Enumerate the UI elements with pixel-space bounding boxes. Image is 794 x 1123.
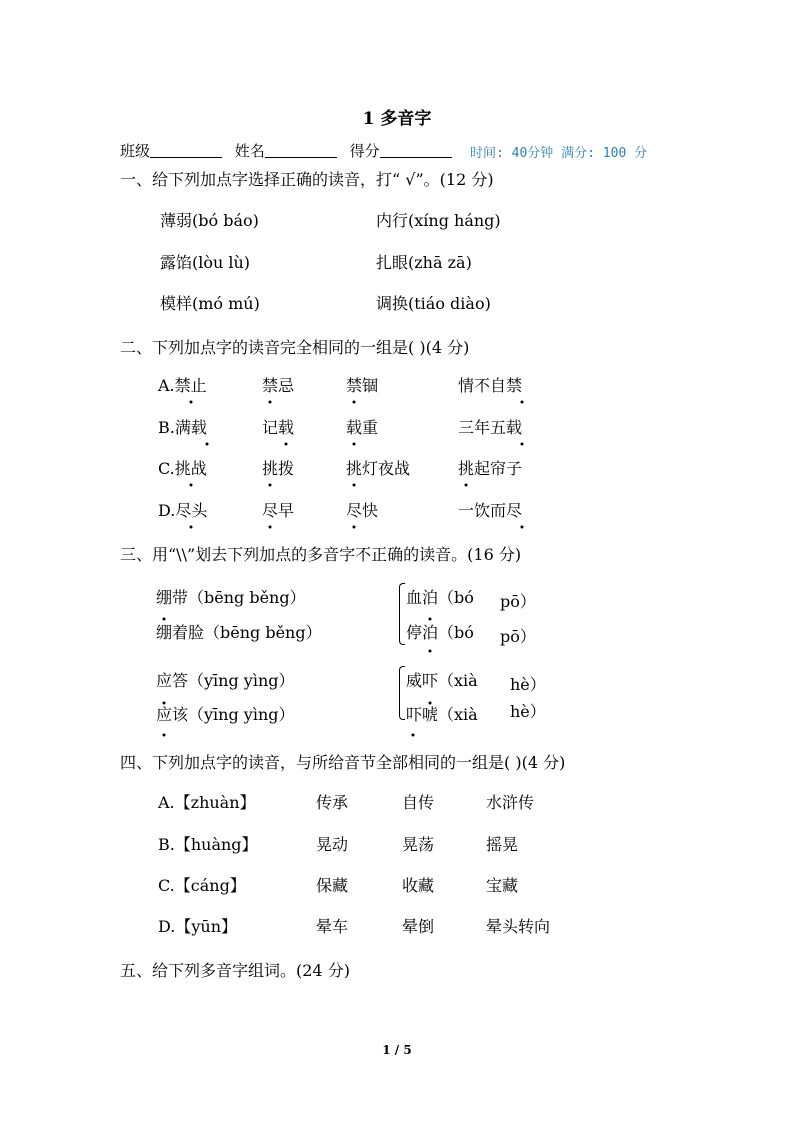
s4-word: 摇晃	[486, 835, 519, 854]
emphasis-dot	[353, 526, 356, 529]
emphasis-dot	[429, 650, 432, 653]
s4-word: 传承	[316, 793, 349, 812]
emphasis-dot	[190, 401, 193, 404]
s3-item: hè）	[510, 675, 546, 694]
s4-option: C.【cáng】	[158, 876, 246, 895]
s4-word: 自传	[402, 793, 435, 812]
s1-item: 扎眼(zhā zā)	[376, 253, 472, 272]
emphasis-dot	[285, 443, 288, 446]
s2-word: 一饮而尽	[458, 501, 523, 520]
s2-word: 尽快	[346, 501, 379, 520]
s2-word: 挑灯夜战	[346, 459, 411, 478]
s3-item: 应答（yīng yìng）	[156, 671, 295, 690]
s4-word: 宝藏	[486, 876, 519, 895]
class-blank	[150, 141, 222, 158]
s4-option: B.【huàng】	[158, 835, 258, 854]
s4-option: A.【zhuàn】	[158, 793, 256, 812]
s3-item: pō）	[500, 627, 536, 646]
s2-option: B.满载	[158, 418, 207, 437]
s3-item: 应该（yīng yìng）	[156, 705, 295, 724]
s2-word: 记载	[262, 418, 295, 437]
section-4-heading: 四、下列加点字的读音，与所给音节全部相同的一组是( )(4 分)	[120, 753, 566, 772]
name-blank	[265, 141, 337, 158]
s3-item: 血泊（bó	[406, 588, 474, 607]
s4-word: 晕头转向	[486, 917, 551, 936]
s3-item: hè）	[510, 702, 546, 721]
s2-word: 尽早	[262, 501, 295, 520]
emphasis-dot	[206, 443, 209, 446]
s2-option: C.挑战	[158, 459, 207, 478]
section-1-heading: 一、给下列加点字选择正确的读音，打“ √”。(12 分)	[120, 170, 494, 189]
emphasis-dot	[521, 526, 524, 529]
s4-word: 晃荡	[402, 835, 435, 854]
emphasis-dot	[465, 484, 468, 487]
s4-word: 晃动	[316, 835, 349, 854]
s2-word: 禁忌	[262, 376, 295, 395]
s3-item: 停泊（bó	[406, 623, 474, 642]
s4-word: 晕倒	[402, 917, 435, 936]
emphasis-dot	[190, 484, 193, 487]
section-2-heading: 二、下列加点字的读音完全相同的一组是( )(4 分)	[120, 338, 470, 357]
section-5-heading: 五、给下列多音字组词。(24 分)	[120, 961, 350, 980]
page-title: 1 多音字	[362, 109, 432, 129]
emphasis-dot	[269, 401, 272, 404]
s3-item: 威吓（xià	[406, 671, 478, 690]
s3-item: 绷着脸（bēng běng）	[156, 623, 322, 642]
s4-option: D.【yūn】	[158, 917, 237, 936]
emphasis-dot	[353, 443, 356, 446]
s2-option: A.禁止	[158, 376, 207, 395]
emphasis-dot	[269, 484, 272, 487]
s1-item: 内行(xíng háng)	[376, 211, 501, 230]
brace	[399, 666, 405, 720]
emphasis-dot	[269, 526, 272, 529]
s2-word: 情不自禁	[458, 376, 523, 395]
emphasis-dot	[190, 526, 193, 529]
s2-word: 挑起帘子	[458, 459, 523, 478]
s2-word: 禁锢	[346, 376, 379, 395]
emphasis-dot	[412, 734, 415, 737]
emphasis-dot	[353, 401, 356, 404]
s4-word: 收藏	[402, 876, 435, 895]
s1-item: 模样(mó mú)	[160, 294, 260, 313]
s2-word: 载重	[346, 418, 379, 437]
s2-option: D.尽头	[158, 501, 208, 520]
brace	[399, 583, 405, 645]
score-blank	[380, 141, 452, 158]
s3-item: 吓唬（xià	[406, 705, 478, 724]
class-label: 班级	[120, 142, 151, 160]
s4-word: 晕车	[316, 917, 349, 936]
s2-word: 挑拨	[262, 459, 295, 478]
emphasis-dot	[163, 734, 166, 737]
s1-item: 薄弱(bó báo)	[160, 211, 259, 230]
emphasis-dot	[521, 443, 524, 446]
s4-word: 水浒传	[486, 793, 535, 812]
emphasis-dot	[521, 401, 524, 404]
s1-item: 调换(tiáo diào)	[376, 294, 491, 313]
student-info-line	[120, 140, 460, 161]
s2-word: 三年五载	[458, 418, 523, 437]
s4-word: 保藏	[316, 876, 349, 895]
name-label: 姓名	[234, 142, 265, 160]
s3-item: 绷带（bēng běng）	[156, 588, 306, 607]
page-number: 1 / 5	[382, 1043, 412, 1057]
emphasis-dot	[353, 484, 356, 487]
time-info: 时间: 40分钟 满分: 100 分	[470, 146, 648, 161]
s3-item: pō）	[500, 592, 536, 611]
s1-item: 露馅(lòu lù)	[160, 253, 251, 272]
section-3-heading: 三、用“\\”划去下列加点的多音字不正确的读音。(16 分)	[120, 545, 522, 564]
score-label: 得分	[349, 142, 380, 160]
